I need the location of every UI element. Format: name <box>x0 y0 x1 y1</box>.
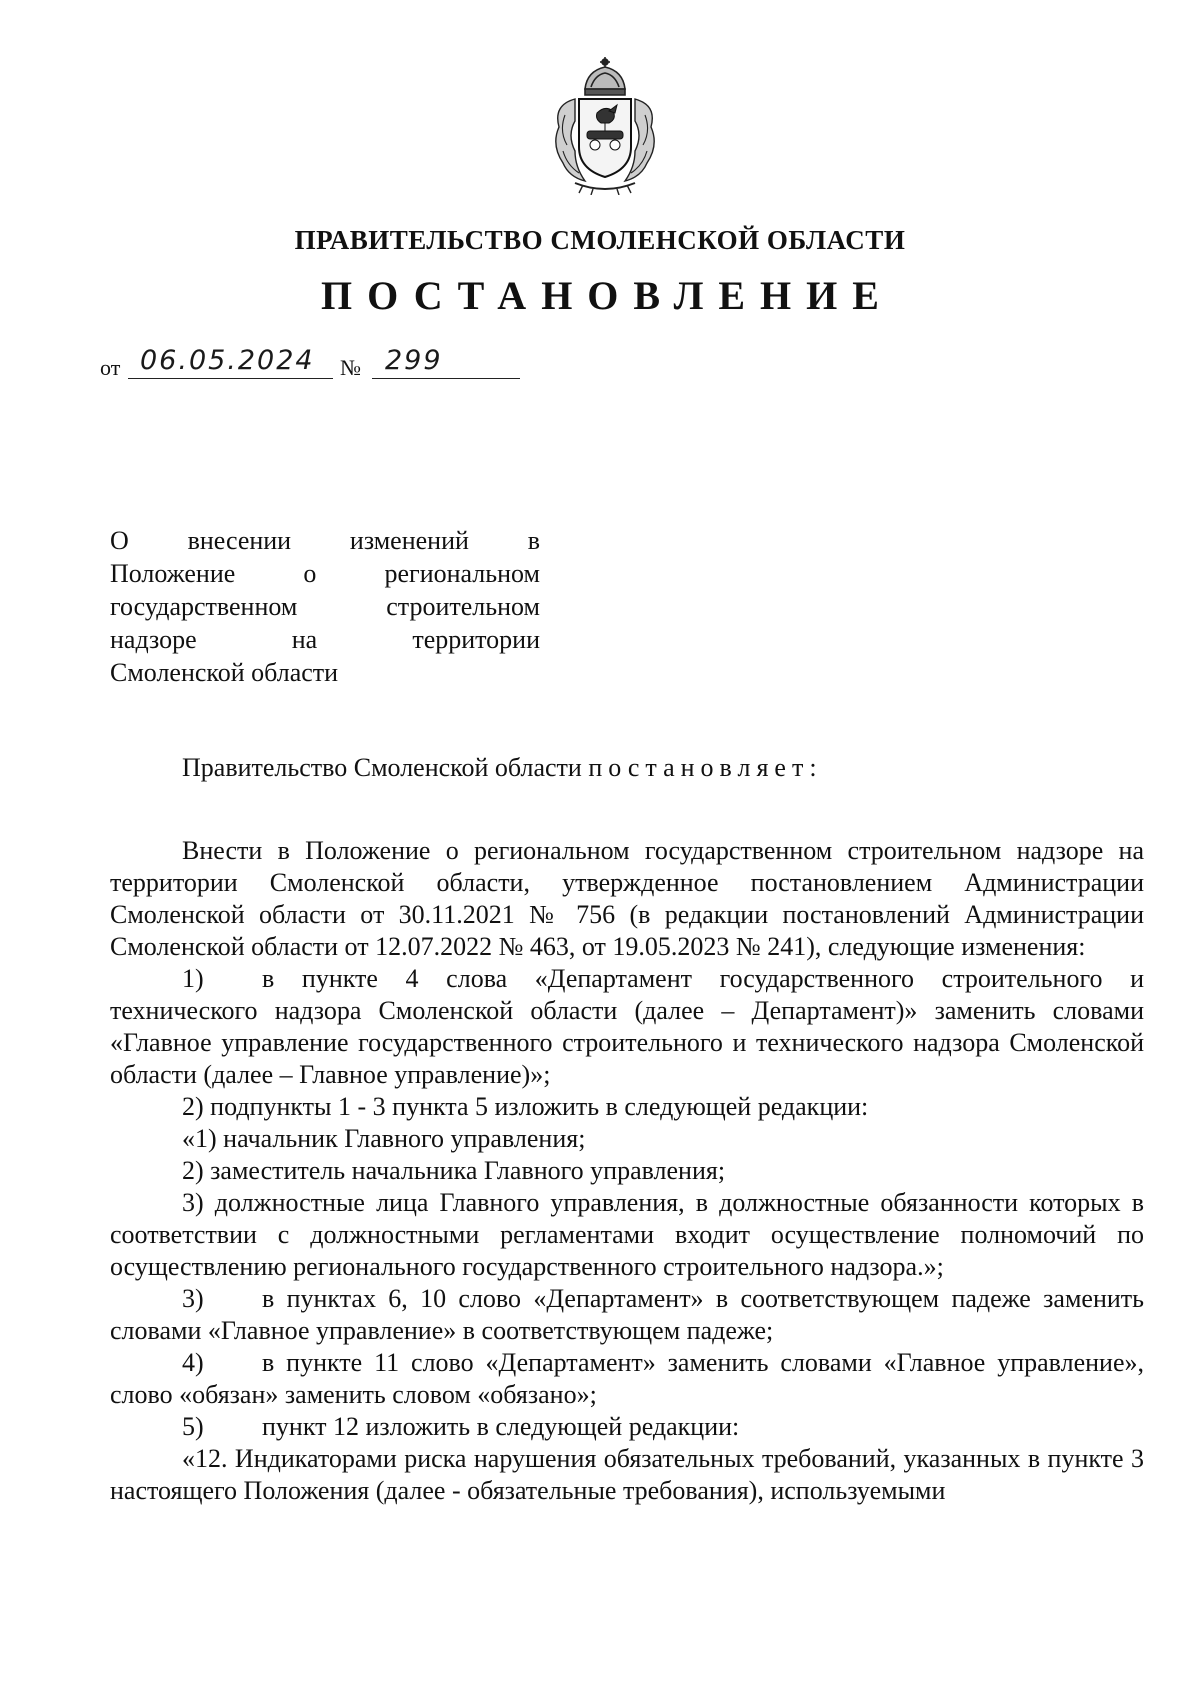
item-text: пункт 12 изложить в следующей редакции: <box>262 1412 740 1441</box>
document-subject <box>110 524 540 689</box>
subject-line: Смоленской области <box>110 658 339 687</box>
handwritten-number: 299 <box>385 345 443 376</box>
list-item: 2) заместитель начальника Главного управления; <box>182 1156 726 1185</box>
decree-lead: Правительство Смоленской области <box>182 753 589 782</box>
intro-paragraph: Внести в Положение о региональном государственном строительном надзоре на территории Смоленской области, утвержденное постановлением Администрации Смоленской области от 30.11.2021 № 756 (в редакции постановлений Администрации Смоленской области от 12.07.2022 № 463, от 19.05.2023 № 241), следующие изменения: <box>110 836 1144 961</box>
list-item <box>110 1411 1144 1443</box>
organization-title: ПРАВИТЕЛЬСТВО СМОЛЕНСКОЙ ОБЛАСТИ <box>294 225 906 255</box>
item-number: 3) <box>182 1284 204 1313</box>
item-text: в пункте 11 слово «Департамент» заменить словами «Главное управление», слово «обязан» заменить словом «обязано»; <box>110 1348 1144 1409</box>
subject-line: О внесении изменений в <box>110 526 540 555</box>
item-text: в пунктах 6, 10 слово «Департамент» в соответствующем падеже заменить словами «Главное управление» в соответствующем падеже; <box>110 1284 1144 1345</box>
crown-icon <box>585 57 625 95</box>
list-item: «12. Индикаторами риска нарушения обязательных требований, указанных в пункте 3 настоящего Положения (далее - обязательные требования), используемыми <box>110 1444 1144 1505</box>
item-number: 5) <box>182 1412 204 1441</box>
decree-verb: постановляет: <box>588 753 823 782</box>
subject-line: государственном строительном <box>110 592 540 621</box>
list-item <box>110 1283 1144 1347</box>
number-prefix: № <box>340 355 361 380</box>
date-underline <box>128 378 333 379</box>
handwritten-date: 06.05.2024 <box>140 345 315 376</box>
date-prefix: от <box>100 355 121 380</box>
decree-line <box>110 752 1144 784</box>
list-item: «1) начальник Главного управления; <box>182 1124 586 1153</box>
item-number: 1) <box>182 964 204 993</box>
list-item: 3) должностные лица Главного управления, в должностные обязанности которых в соответствии с должностными регламентами входит осуществление полномочий по осуществлению регионального государственного строительного надзора.»; <box>110 1188 1144 1281</box>
list-item <box>110 963 1144 1091</box>
document-type-title: ПОСТАНОВЛЕНИЕ <box>321 273 894 318</box>
document-body <box>110 752 1144 1507</box>
subject-line: надзоре на территории <box>110 625 540 654</box>
number-underline <box>372 378 520 379</box>
subject-line: Положение о региональном <box>110 559 540 588</box>
list-item: 2) подпункты 1 - 3 пункта 5 изложить в следующей редакции: <box>182 1092 869 1121</box>
item-text: в пункте 4 слова «Департамент государственного строительного и технического надзора Смоленской области (далее – Департамент)» заменить словами «Главное управление государственного строительного и технического надзора Смоленской области (далее – Главное управление)»; <box>110 964 1144 1089</box>
smolensk-coat-of-arms-icon <box>545 55 665 195</box>
list-item <box>110 1347 1144 1411</box>
date-number-line <box>100 345 540 385</box>
item-number: 4) <box>182 1348 204 1377</box>
